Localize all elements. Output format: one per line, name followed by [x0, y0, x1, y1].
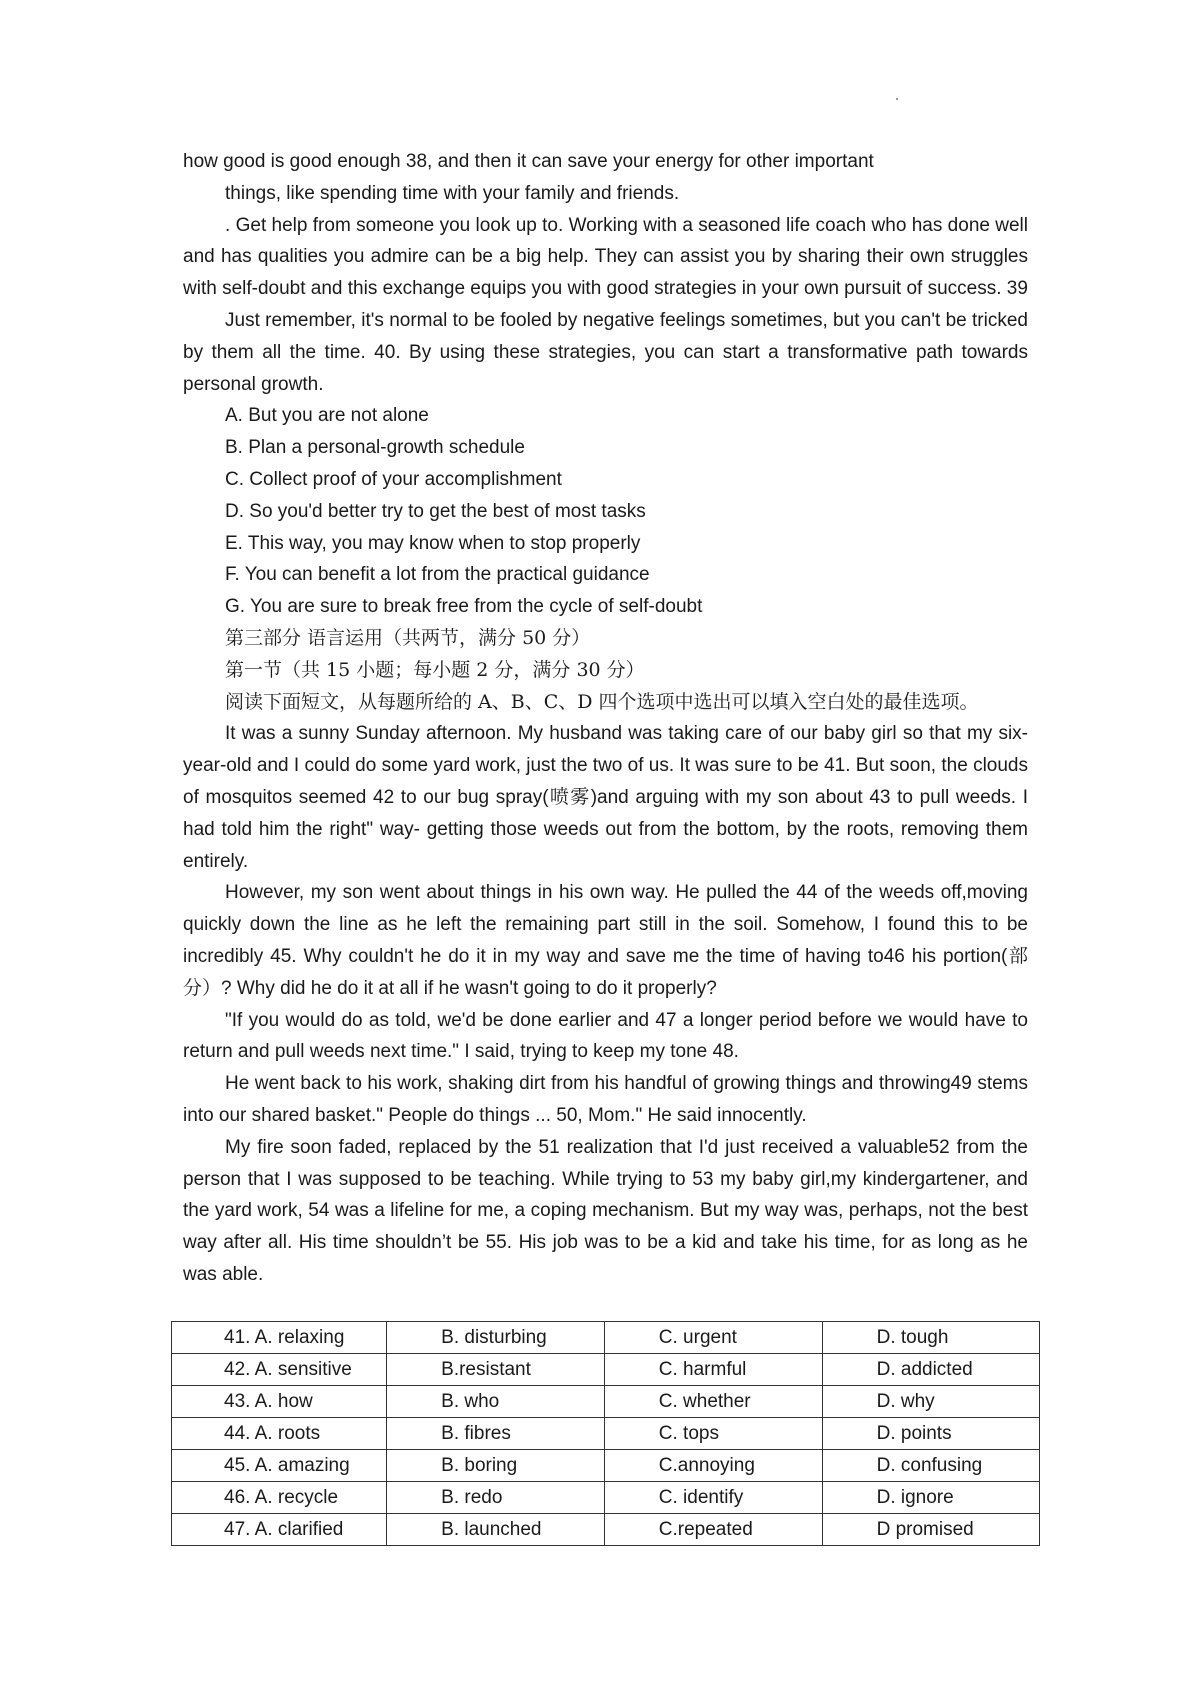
table-cell: 46. A. recycle — [172, 1482, 387, 1514]
document-page — [183, 146, 1028, 1291]
table-cell: B. boring — [387, 1450, 605, 1482]
table-cell: D promised — [822, 1514, 1039, 1546]
table-cell: D. ignore — [822, 1482, 1039, 1514]
table-cell: 45. A. amazing — [172, 1450, 387, 1482]
table-row — [172, 1482, 1040, 1514]
option-c: C. Collect proof of your accomplishment — [225, 468, 562, 490]
table-row — [172, 1418, 1040, 1450]
table-cell: C.repeated — [604, 1514, 822, 1546]
table-cell: C. whether — [604, 1386, 822, 1418]
paragraph-38: how good is good enough 38, and then it can save your energy for other important — [183, 151, 874, 172]
table-cell: D. addicted — [822, 1354, 1039, 1386]
table-cell: 42. A. sensitive — [172, 1354, 387, 1386]
table-cell: B. redo — [387, 1482, 605, 1514]
table-row — [172, 1386, 1040, 1418]
table-cell: C.annoying — [604, 1450, 822, 1482]
option-g: G. You are sure to break free from the cycle of self-doubt — [225, 596, 703, 618]
table-cell: B. who — [387, 1386, 605, 1418]
table-cell: 44. A. roots — [172, 1418, 387, 1450]
option-b: B. Plan a personal-growth schedule — [225, 437, 525, 459]
section-header-part3: 第三部分 语言运用（共两节，满分 50 分） — [225, 626, 591, 649]
paragraph-40: Just remember, it's normal to be fooled by negative feelings sometimes, but you can't be tricked by them all the time. 40. By using these strategies, you can start a transformative path towards personal growth. — [183, 309, 1028, 395]
option-d: D. So you'd better try to get the best of most tasks — [225, 500, 646, 522]
table-cell: D. confusing — [822, 1450, 1039, 1482]
passage-paragraph-3: "If you would do as told, we'd be done earlier and 47 a longer period before we would have to return and pull weeds next time." I said, trying to keep my tone 48. — [183, 1009, 1028, 1063]
option-f: F. You can benefit a lot from the practical guidance — [225, 564, 650, 586]
table-cell: 43. A. how — [172, 1386, 387, 1418]
table-row — [172, 1450, 1040, 1482]
table-cell: D. tough — [822, 1322, 1039, 1354]
option-e: E. This way, you may know when to stop properly — [225, 532, 641, 554]
passage-paragraph-5: My fire soon faded, replaced by the 51 realization that I'd just received a valuable52 from the person that I was supposed to be teaching. While trying to 53 my baby girl,my kindergartener, and the yard work, 54 was a lifeline for me, a coping mechanism. But my way was, perhaps, not the best way after all. His time shouldn’t be 55. His job was to be a kid and take his time, for as long as he was able. — [183, 1136, 1028, 1285]
table-cell: B. launched — [387, 1514, 605, 1546]
table-cell: B.resistant — [387, 1354, 605, 1386]
table-row — [172, 1514, 1040, 1546]
table-cell: C. tops — [604, 1418, 822, 1450]
paragraph-39: . Get help from someone you look up to. Working with a seasoned life coach who has done well and has qualities you admire can be a big help. They can assist you by sharing their own struggles with self-doubt and this exchange equips you with good strategies in your own pursuit of success. 39 — [183, 214, 1028, 300]
passage-paragraph-2: However, my son went about things in his own way. He pulled the 44 of the weeds off,moving quickly down the line as he left the remaining part still in the soil. Somehow, I found this to be incredibly 45. Why couldn't he do it in my way and save me the time of having to46 his portion(部分）? Why did he do it at all if he wasn't going to do it properly? — [183, 882, 1028, 999]
table-cell: B. fibres — [387, 1418, 605, 1450]
table-cell: D. why — [822, 1386, 1039, 1418]
table-cell: B. disturbing — [387, 1322, 605, 1354]
section-instructions: 阅读下面短文，从每题所给的 A、B、C、D 四个选项中选出可以填入空白处的最佳选项。 — [225, 690, 979, 713]
table-cell: C. urgent — [604, 1322, 822, 1354]
option-a: A. But you are not alone — [225, 405, 429, 427]
table-row — [172, 1322, 1040, 1354]
table-cell: 41. A. relaxing — [172, 1322, 387, 1354]
passage-paragraph-4: He went back to his work, shaking dirt from his handful of growing things and throwing49 stems into our shared basket." People do things ... 50, Mom." He said innocently. — [183, 1073, 1028, 1126]
options-table — [171, 1321, 1040, 1546]
page-speck — [896, 98, 898, 100]
table-cell: C. harmful — [604, 1354, 822, 1386]
table-cell: D. points — [822, 1418, 1039, 1450]
table-cell: C. identify — [604, 1482, 822, 1514]
table-cell: 47. A. clarified — [172, 1514, 387, 1546]
section-header-part1: 第一节（共 15 小题；每小题 2 分，满分 30 分） — [225, 658, 645, 681]
passage-paragraph-1: It was a sunny Sunday afternoon. My husband was taking care of our baby girl so that my six-year-old and I could do some yard work, just the two of us. It was sure to be 41. But soon, the clouds of mosquitos seemed 42 to our bug spray(喷雾)and arguing with my son about 43 to pull weeds. I had told him the right" way- getting those weeds out from the bottom, by the roots, removing them entirely. — [183, 723, 1028, 872]
paragraph-38-cont: things, like spending time with your family and friends. — [225, 182, 680, 204]
table-row — [172, 1354, 1040, 1386]
